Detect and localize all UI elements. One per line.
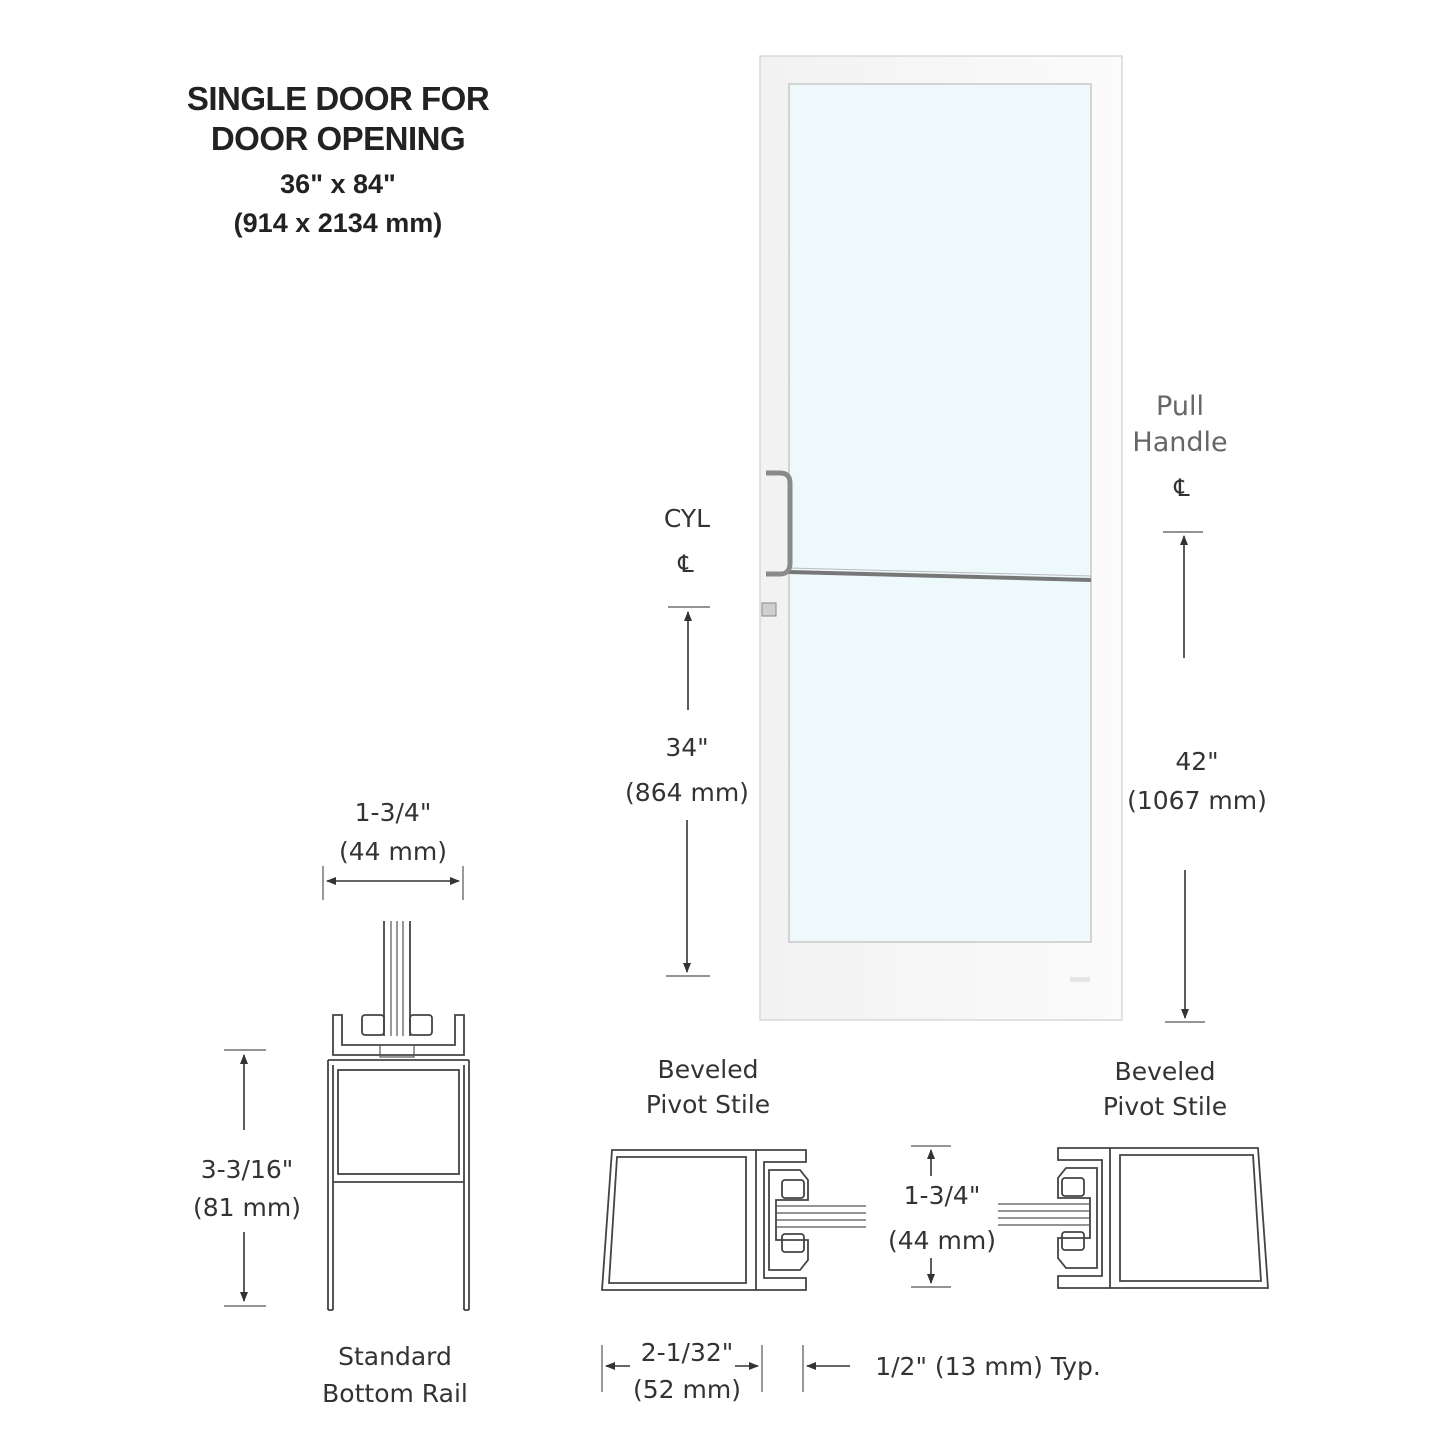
typical-dimension-note: 1/2" (13 mm) Typ.	[875, 1352, 1101, 1381]
rail-label-1: Standard	[338, 1342, 452, 1371]
right-stile-label-2: Pivot Stile	[1102, 1092, 1228, 1121]
bottom-rail-section	[193, 798, 469, 1408]
glass-thickness-dimension	[875, 1146, 1101, 1381]
left-pivot-stile-section	[602, 1055, 866, 1404]
rail-height-mm: (81 mm)	[193, 1193, 301, 1222]
opening-size-mm: (914 x 2134 mm)	[233, 208, 443, 238]
left-stile-label-2: Pivot Stile	[645, 1090, 771, 1119]
right-pivot-stile-section	[998, 1057, 1268, 1288]
rail-height-inches: 3-3/16"	[200, 1155, 294, 1184]
stile-width-inches: 2-1/32"	[640, 1338, 734, 1367]
rail-width-mm: (44 mm)	[339, 837, 447, 866]
cyl-centerline-symbol: ℄	[678, 550, 694, 578]
door-elevation	[760, 56, 1122, 1020]
glass-thickness-mm: (44 mm)	[888, 1226, 996, 1255]
cyl-label: CYL	[663, 504, 711, 533]
rail-label-2: Bottom Rail	[322, 1379, 468, 1408]
right-stile-label-1: Beveled	[1114, 1057, 1216, 1086]
door-glass-panel	[789, 84, 1091, 942]
pull-height-inches: 42"	[1175, 747, 1219, 776]
rail-width-inches: 1-3/4"	[354, 798, 432, 827]
pull-handle-label-2: Handle	[1132, 427, 1228, 458]
cyl-height-inches: 34"	[665, 733, 709, 762]
pull-height-mm: (1067 mm)	[1127, 786, 1267, 815]
pull-handle-label-1: Pull	[1156, 391, 1204, 422]
title-line-2: DOOR OPENING	[210, 120, 466, 157]
glass-thickness-inches: 1-3/4"	[903, 1181, 981, 1210]
stile-width-mm: (52 mm)	[633, 1375, 741, 1404]
opening-size-inches: 36" x 84"	[280, 169, 396, 199]
lock-cylinder	[762, 603, 776, 616]
cyl-height-mm: (864 mm)	[625, 778, 749, 807]
left-stile-label-1: Beveled	[657, 1055, 759, 1084]
title-line-1: SINGLE DOOR FOR	[186, 80, 490, 117]
pull-handle-centerline-symbol: ℄	[1174, 474, 1190, 502]
